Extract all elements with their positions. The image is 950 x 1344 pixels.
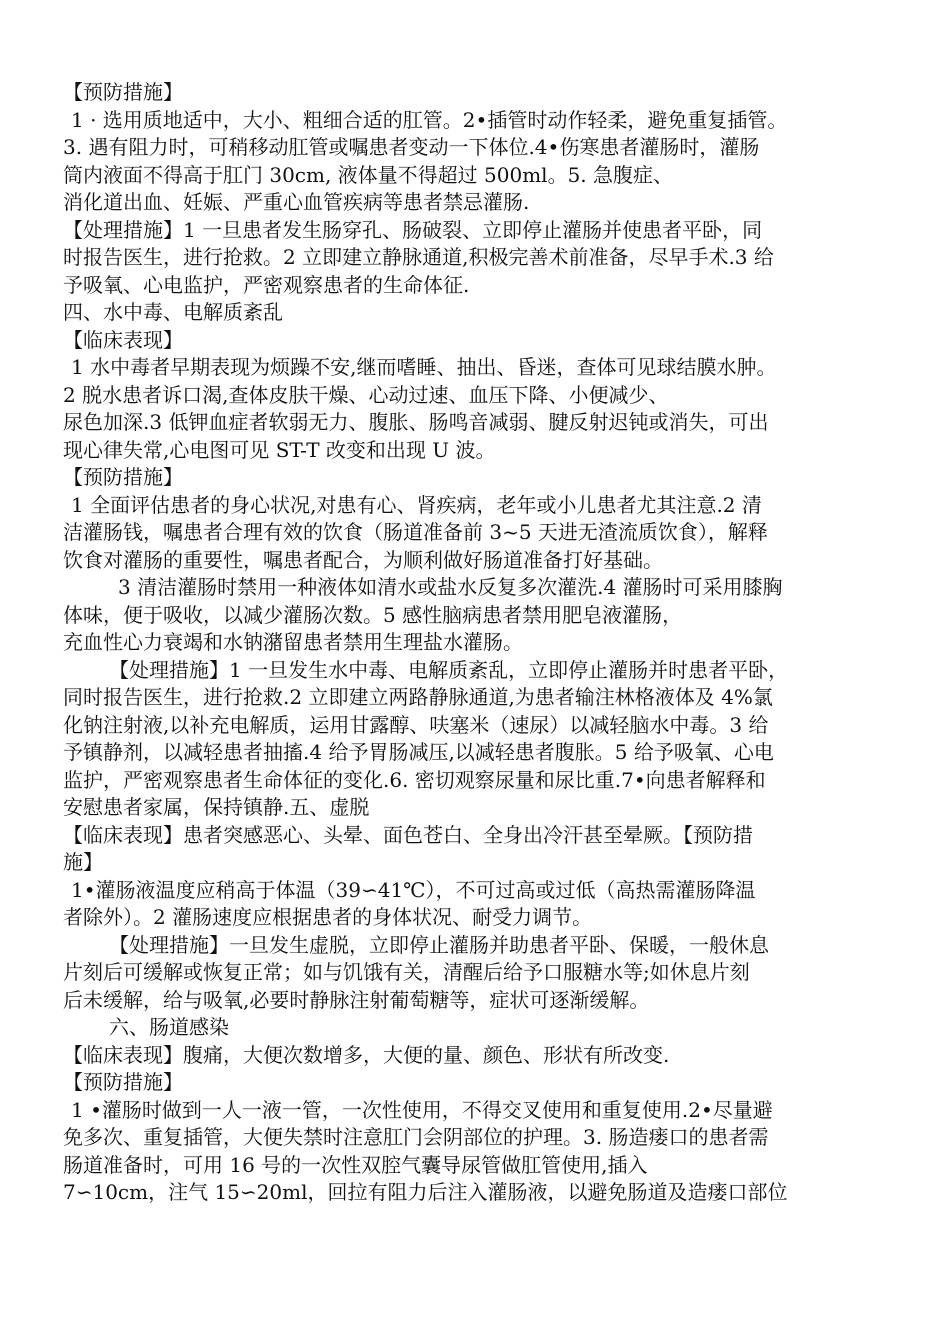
text-line: 洁灌肠钱，嘱患者合理有效的饮食（肠道准备前 3~5 天进无渣流质饮食），解释 bbox=[63, 520, 768, 544]
text-line: 者除外）。2 灌肠速度应根据患者的身体状况、耐受力调节。 bbox=[63, 905, 593, 929]
text-line: 1 水中毒者早期表现为烦躁不安,继而嗜睡、抽出、昏迷，查体可见球结膜水肿。 bbox=[71, 355, 777, 379]
text-line: 充血性心力衰竭和水钠潴留患者禁用生理盐水灌肠。 bbox=[63, 630, 523, 654]
section-heading-treatment: 【处理措施】一旦发生虚脱，立即停止灌肠并助患者平卧、保暖，一般休息 bbox=[109, 932, 769, 957]
text-line: 筒内液面不得高于肛门 30cm, 液体量不得超过 500ml。5. 急腹症、 bbox=[63, 162, 674, 187]
section-heading-prevention: 【预防措施】 bbox=[63, 1070, 183, 1094]
text-line: 3. 遇有阻力时，可稍移动肛管或嘱患者变动一下体位.4•伤寒患者灌肠时，灌肠 bbox=[63, 135, 760, 159]
text-line: 1 全面评估患者的身心状况,对患有心、肾疾病，老年或小儿患者尤其注意.2 清 bbox=[71, 492, 762, 517]
text-line: 现心律失常,心电图可见 ST-T 改变和出现 U 波。 bbox=[63, 437, 496, 462]
text-line: 消化道出血、妊娠、严重心血管疾病等患者禁忌灌肠. bbox=[63, 190, 530, 214]
text-line: 2 脱水患者诉口渴,查体皮肤干燥、心动过速、血压下降、小便减少、 bbox=[63, 382, 669, 407]
section-heading-treatment: 【处理措施】1 一旦发生水中毒、电解质紊乱，立即停止灌肠并时患者平卧， bbox=[109, 657, 789, 682]
text-line: 予吸氧、心电监护，严密观察患者的生命体征. bbox=[63, 272, 470, 297]
text-line: 7∽10cm，注气 15∽20ml，回拉有阻力后注入灌肠液，以避免肠道及造瘘口部位 bbox=[63, 1180, 788, 1204]
text-line: 安慰患者家属，保持镇静.五、虚脱 bbox=[63, 795, 370, 819]
text-line: 同时报告医生，进行抢救.2 立即建立两路静脉通道,为患者输注林格液体及 4%氯 bbox=[63, 685, 773, 709]
text-line: 1 •灌肠时做到一人一液一管，一次性使用，不得交叉使用和重复使用.2•尽量避 bbox=[71, 1097, 773, 1122]
document-body bbox=[63, 79, 893, 1207]
text-line: 3 清洁灌肠时禁用一种液体如清水或盐水反复多次灌洗.4 灌肠时可采用膝胸 bbox=[118, 575, 783, 599]
section-heading-prevention: 【预防措施】 bbox=[63, 465, 183, 489]
text-line: 施】 bbox=[63, 850, 103, 874]
text-line: 【临床表现】患者突感恶心、头晕、面色苍白、全身出冷汗甚至晕厥。【预防措 bbox=[63, 822, 753, 847]
section-heading-clinical: 【临床表现】 bbox=[63, 327, 183, 352]
text-line: 肠道准备时，可用 16 号的一次性双腔气囊导尿管做肛管使用,插入 bbox=[63, 1152, 648, 1177]
section-title-water-intoxication: 四、水中毒、电解质紊乱 bbox=[63, 300, 283, 324]
text-line: 饮食对灌肠的重要性，嘱患者配合，为顺利做好肠道准备打好基础。 bbox=[63, 547, 663, 572]
section-heading-clinical: 【临床表现】腹痛，大便次数增多，大便的量、颜色、形状有所改变. bbox=[63, 1042, 670, 1067]
text-line: 1•灌肠液温度应稍高于体温（39∽41℃），不可过高或过低（高热需灌肠降温 bbox=[71, 877, 756, 902]
text-line: 后未缓解，给与吸氧,必要时静脉注射葡萄糖等，症状可逐渐缓解。 bbox=[63, 987, 650, 1012]
text-line: 时报告医生，进行抢救。2 立即建立静脉通道,积极完善术前准备，尽早手术.3 给 bbox=[63, 245, 774, 269]
text-line: 片刻后可缓解或恢复正常；如与饥饿有关，清醒后给予口服糖水等;如休息片刻 bbox=[63, 960, 750, 984]
text-line: 尿色加深.3 低钾血症者软弱无力、腹胀、肠鸣音减弱、腱反射迟钝或消失，可出 bbox=[63, 410, 769, 434]
text-line: 化钠注射液,以补充电解质，运用甘露醇、呋塞米（速尿）以减轻脑水中毒。3 给 bbox=[63, 712, 769, 737]
text-line: 予镇静剂，以减轻患者抽搐.4 给予胃肠减压,以减轻患者腹胀。5 给予吸氧、心电 bbox=[63, 740, 774, 764]
text-line: 1 · 选用质地适中，大小、粗细合适的肛管。2•插管时动作轻柔，避免重复插管。 bbox=[71, 107, 788, 132]
section-heading-prevention: 【预防措施】 bbox=[63, 80, 183, 104]
text-line: 监护，严密观察患者生命体征的变化.6. 密切观察尿量和尿比重.7•向患者解释和 bbox=[63, 767, 766, 792]
text-line: 【处理措施】1 一旦患者发生肠穿孔、肠破裂、立即停止灌肠并使患者平卧，同 bbox=[63, 217, 763, 242]
text-line: 体味，便于吸收，以减少灌肠次数。5 感性脑病患者禁用肥皂液灌肠， bbox=[63, 602, 683, 627]
text-line: 免多次、重复插管，大便失禁时注意肛门会阴部位的护理。3. 肠造瘘口的患者需 bbox=[63, 1125, 769, 1149]
section-title-intestinal-infection: 六、肠道感染 bbox=[109, 1015, 229, 1039]
